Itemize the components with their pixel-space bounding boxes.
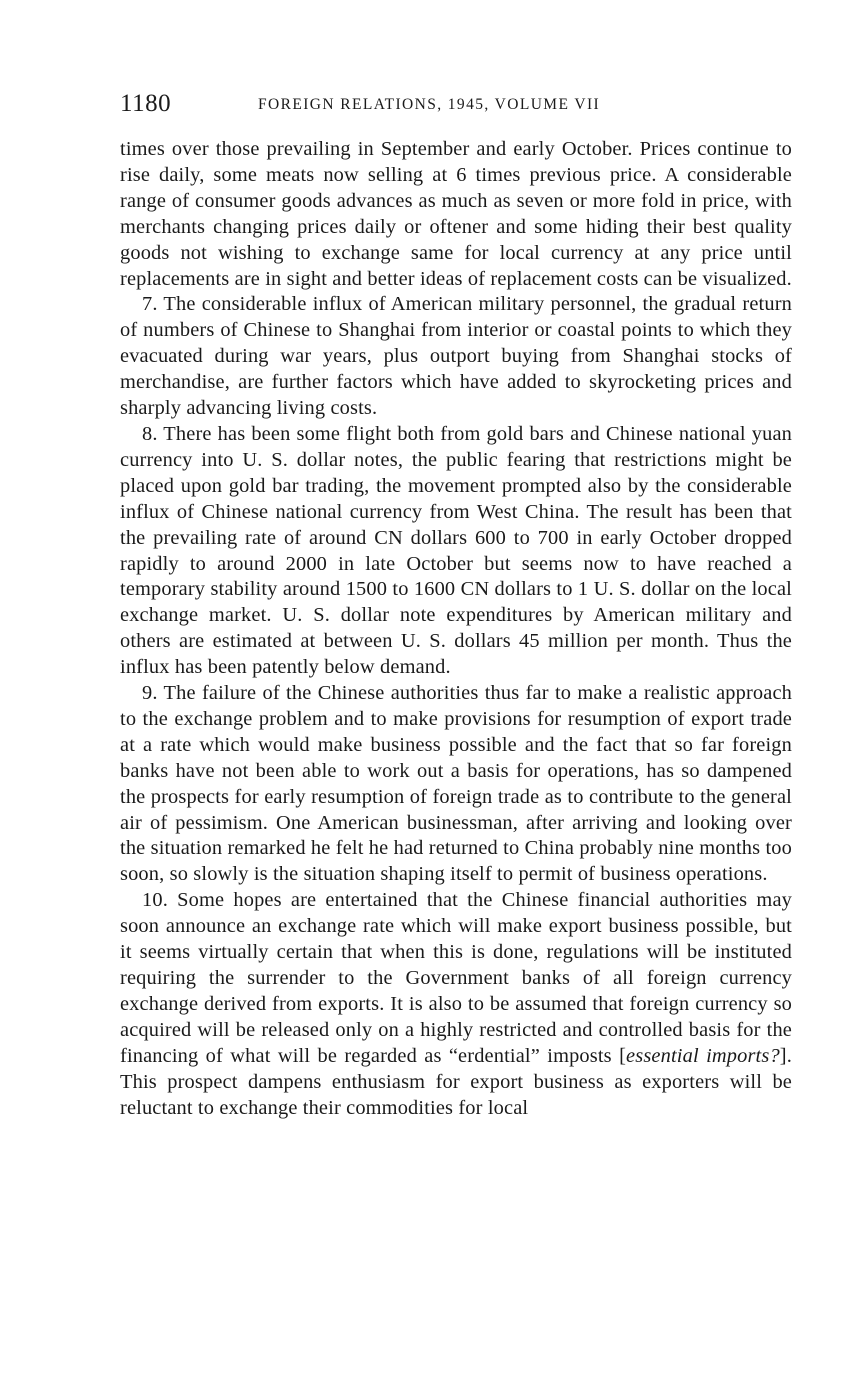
running-header [120, 90, 792, 122]
paragraph-text: There has been some flight both from gold bars and Chinese national yuan currency into U. S. dollar notes, the public fearing that restrictions might be placed upon gold bar trading, the movement prompted also by the considerable influx of Chinese national currency from West China. The result has been that the prevailing rate of around CN dollars 600 to 700 in early October dropped rapidly to around 2000 in late October but seems now to have reached a temporary stability around 1500 to 1600 CN dollars to 1 U. S. dollar on the local exchange market. U. S. dollar note expenditures by American military and others are estimated at between U. S. dollars 45 million per month. Thus the influx has been patently below demand. [120, 422, 792, 679]
editorial-insertion: essential imports? [626, 1044, 780, 1067]
paragraph-number: 8. [142, 422, 158, 445]
paragraph-8 [120, 422, 792, 681]
paragraph-10 [120, 888, 792, 1121]
paragraph-number: 10. [142, 889, 168, 912]
paragraph-number: 7. [142, 293, 158, 316]
paragraph-text: The considerable influx of American military personnel, the gradual return of numbers of Chinese to Shanghai from interior or coastal points to which they evacuated during war years, plus outport buying from Shanghai stocks of merchandise, are further factors which have added to skyrocketing prices and sharply advancing living costs. [120, 293, 792, 420]
page-number: 1180 [120, 90, 172, 117]
paragraph-text: The failure of the Chinese authorities thus far to make a realistic approach to the exchange problem and to make provisions for resumption of export trade at a rate which would make business possible and the fact that so far foreign banks have not been able to work out a basis for operations, has so dampened the prospects for early resumption of foreign trade as to contribute to the general air of pessimism. One American businessman, after arriving and looking over the situation remarked he felt he had returned to China probably nine months too soon, so slowly is the situation shaping itself to permit of business operations. [120, 682, 792, 886]
paragraph-text: times over those prevailing in September and early October. Prices continue to rise daily, some meats now selling at 6 times previous price. A considerable range of consumer goods advances as much as seven or more fold in price, with merchants changing prices daily or oftener and some hiding their best quality goods not wishing to exchange same for local currency at any price until replacements are in sight and better ideas of replacement costs can be visualized. [120, 138, 792, 290]
body-text [120, 137, 792, 1121]
paragraph-number: 9. [142, 682, 158, 705]
paragraph-7 [120, 292, 792, 422]
paragraph-continued [120, 137, 792, 292]
paragraph-9 [120, 681, 792, 888]
paragraph-text: Some hopes are entertained that the Chinese financial authorities may soon announce an exchange rate which will make export business possible, but it seems virtually certain that when this is done, regulations will be instituted requiring the surrender to the Government banks of all foreign currency exchange derived from exports. It is also to be assumed that foreign currency so acquired will be released only on a highly restricted and controlled basis for the financing of what will be regarded as “erdential” imposts [essential imports?]. This prospect dampens enthusiasm for export business as exporters will be reluctant to exchange their commodities for local [120, 889, 792, 1119]
running-title: FOREIGN RELATIONS, 1945, VOLUME VII [258, 96, 601, 113]
